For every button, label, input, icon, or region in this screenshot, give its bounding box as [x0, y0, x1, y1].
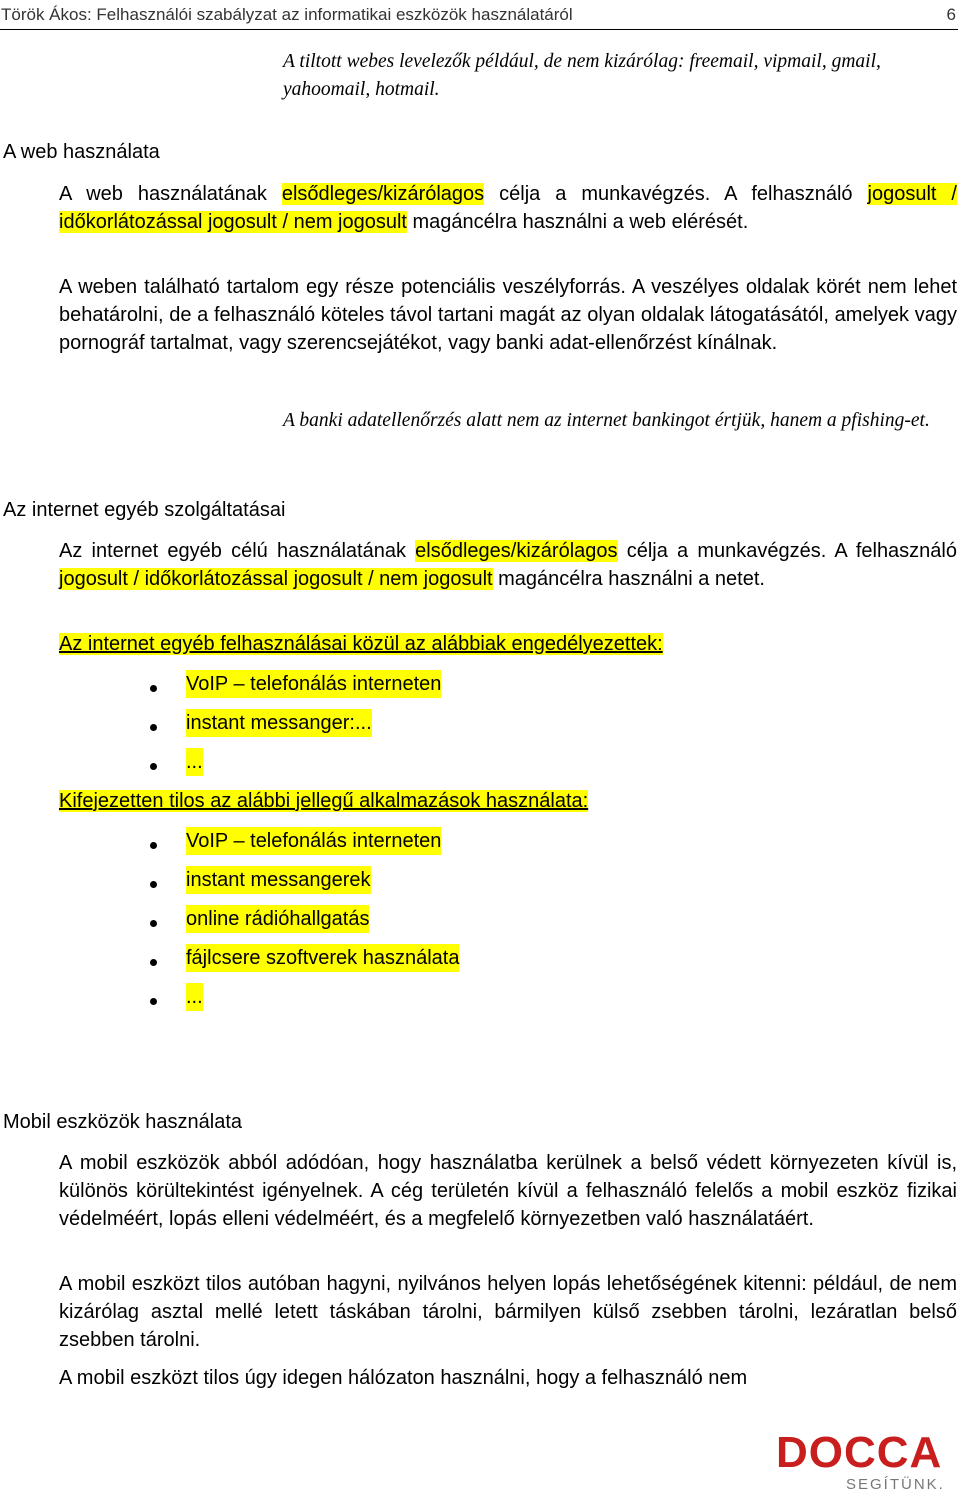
web-paragraph-purpose: A web használatának elsődleges/kizárólagos célja a munkavégzés. A felhasználó jogosult / időkorlátozással jogosult / nem jogosult magáncélra használni a web elérését.: [59, 183, 957, 233]
bullet-icon: [150, 998, 157, 1005]
bullet-icon: [150, 842, 157, 849]
bullet-icon: [150, 920, 157, 927]
forbidden-item: online rádióhallgatás: [186, 905, 369, 933]
highlight-primary-exclusive: elsődleges/kizárólagos: [415, 540, 618, 562]
document-title: Török Ákos: Felhasználói szabályzat az informatikai eszközök használatáról: [1, 5, 573, 24]
heading-mobile-devices: Mobil eszközök használata: [3, 1111, 243, 1133]
bullet-icon: [150, 881, 157, 888]
allowed-item: instant messanger:...: [186, 709, 372, 737]
allowed-item: VoIP – telefonálás interneten: [186, 670, 441, 698]
mobile-paragraph-theft: A mobil eszközt tilos autóban hagyni, nyilvános helyen lopás lehetőségének kitenni: például, de nem kizárólag asztal mellé letett táskában tárolni, bármilyen külső zsebben tárolni, lezáratlan belső zsebben tárolni.: [59, 1273, 957, 1351]
internet-paragraph-purpose: Az internet egyéb célú használatának elsődleges/kizárólagos célja a munkavégzés. A felhasználó jogosult / időkorlátozással jogosult / nem jogosult magáncélra használni a netet.: [59, 540, 957, 590]
docca-logo[interactable]: DOCCA: [776, 1428, 943, 1477]
web-paragraph-risks: A weben található tartalom egy része potenciális veszélyforrás. A veszélyes oldalak körét nem lehet behatárolni, de a felhasználó köteles távol tartani magát az olyan oldalak látogatásától, amelyek vagy pornográf tartalmat, vagy szerencsejátékot, vagy banki adat-ellenőrzést kínálnak.: [59, 276, 957, 354]
page-number: 6: [946, 5, 956, 24]
bullet-icon: [150, 959, 157, 966]
note-bank-check: A banki adatellenőrzés alatt nem az internet bankingot értjük, hanem a pfishing-et.: [283, 410, 930, 431]
mobile-paragraph-protection: A mobil eszközök abból adódóan, hogy használatba kerülnek a belső védett környezeten kívül is, különös körültekintést igényelnek. A cég területén kívül a felhasználó felelős a mobil eszköz fizikai védelméért, lopás elleni védelméért, és a megfelelő környezetben való használatáért.: [59, 1152, 957, 1230]
allowed-item: ...: [186, 748, 203, 776]
note-forbidden-webmail: A tiltott webes levelezők például, de nem kizárólag: freemail, vipmail, gmail, yahoomail, hotmail.: [283, 51, 881, 100]
forbidden-title: Kifejezetten tilos az alábbi jellegű alkalmazások használata:: [59, 790, 589, 812]
docca-logo-tagline: SEGÍTÜNK.: [846, 1476, 945, 1493]
bullet-icon: [150, 685, 157, 692]
page-header: [0, 3, 958, 30]
highlight-permission-options: jogosult / időkorlátozással jogosult / nem jogosult: [59, 568, 493, 590]
bullet-icon: [150, 763, 157, 770]
forbidden-item: ...: [186, 983, 203, 1011]
highlight-permission-options: jogosult / időkorlátozással jogosult / nem jogosult: [59, 183, 957, 233]
forbidden-item: VoIP – telefonálás interneten: [186, 827, 441, 855]
mobile-paragraph-networks: A mobil eszközt tilos úgy idegen hálózaton használni, hogy a felhasználó nem: [59, 1367, 748, 1389]
highlight-primary-exclusive: elsődleges/kizárólagos: [281, 183, 485, 205]
forbidden-item: fájlcsere szoftverek használata: [186, 944, 459, 972]
forbidden-item: instant messangerek: [186, 866, 371, 894]
heading-web-usage: A web használata: [3, 141, 160, 163]
allowed-title: Az internet egyéb felhasználásai közül az alábbiak engedélyezettek:: [59, 633, 663, 655]
heading-internet-services: Az internet egyéb szolgáltatásai: [3, 499, 286, 521]
bullet-icon: [150, 724, 157, 731]
